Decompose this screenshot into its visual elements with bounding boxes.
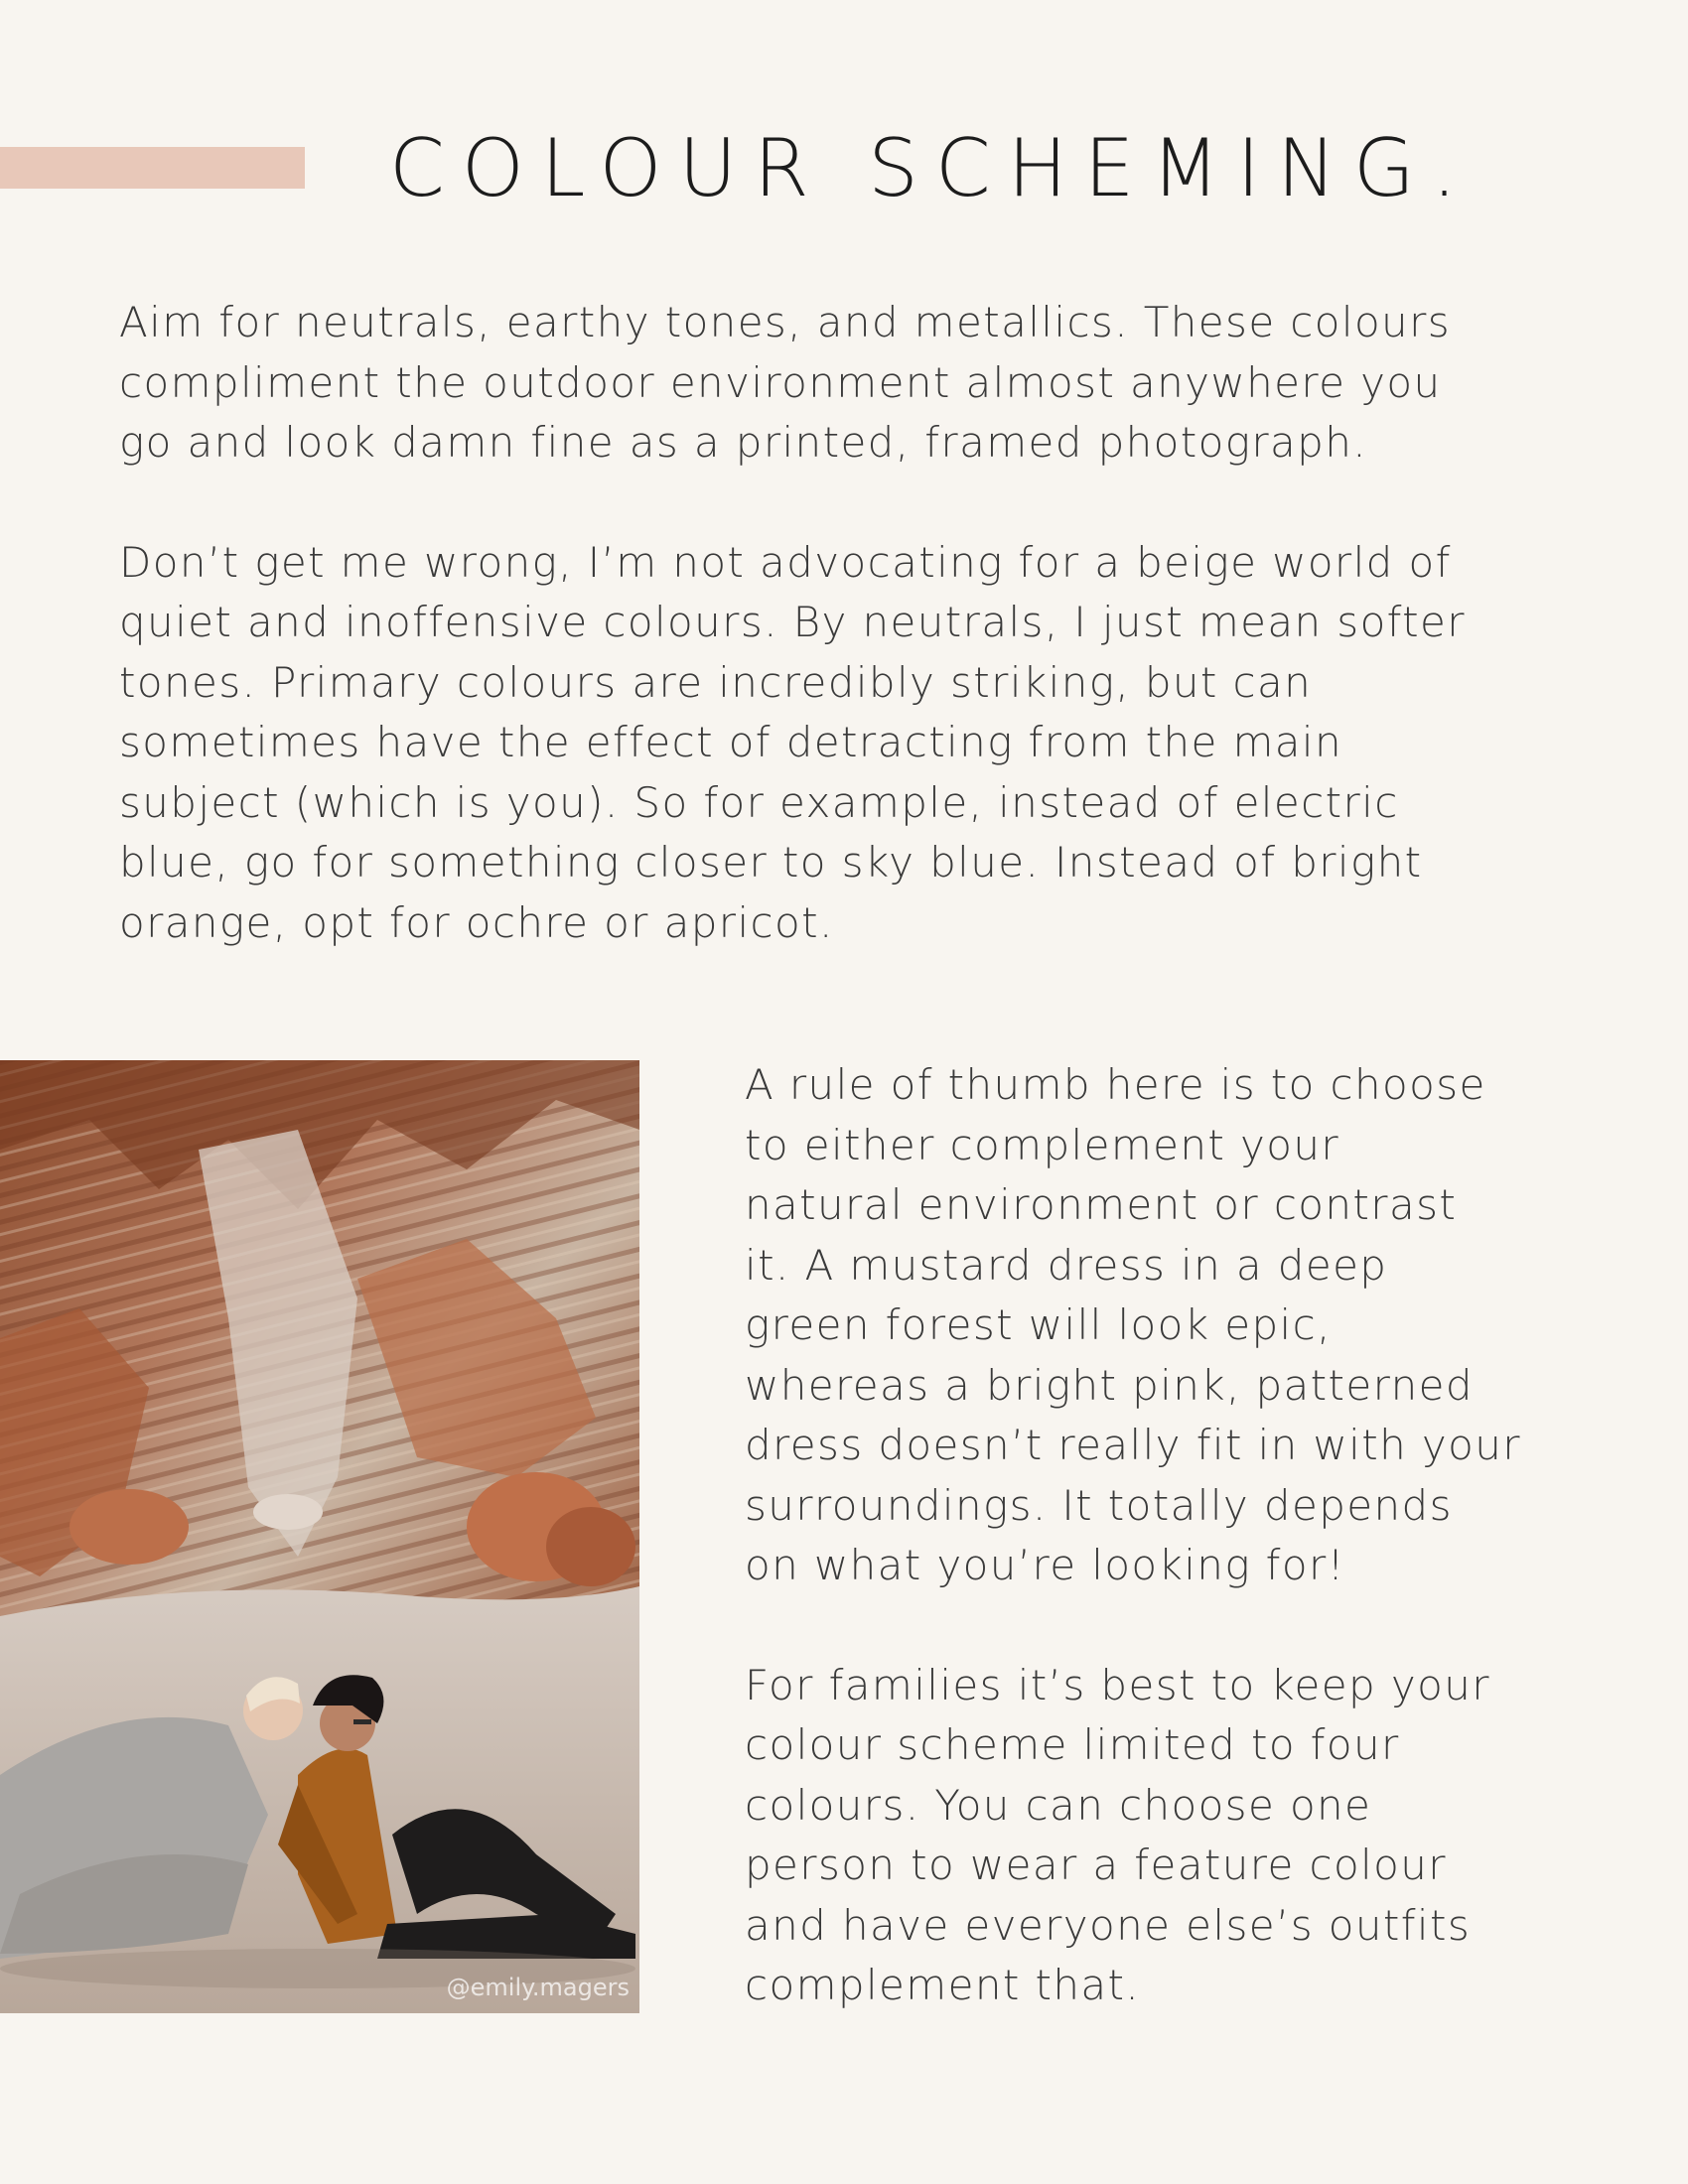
side-paragraph-2: For families it’s best to keep your colour scheme limited to four colours. You can choose one person to wear a feature colour and have everyone else’s outfits complement that.: [745, 1660, 1490, 2009]
intro-text: [119, 293, 1569, 1013]
photo-credit-watermark: @emily.magers: [446, 1974, 630, 2001]
title-accent-bar: [0, 147, 305, 189]
intro-paragraph-2: Don’t get me wrong, I’m not advocating for a beige world of quiet and inoffensive colours. By neutrals, I just mean softer tones. Primary colours are incredibly striking, but can sometimes have the effect of detracting from the main subject (which is you). So for example, instead of electric blue, go for something closer to sky blue. Instead of bright orange, opt for ochre or apricot.: [119, 537, 1466, 947]
side-paragraph-1: A rule of thumb here is to choose to either complement your natural environment or contrast it. A mustard dress in a deep green forest will look epic, whereas a bright pink, patterned dress doesn’t really fit in with your surroundings. It totally depends on what you’re looking for!: [745, 1060, 1521, 1589]
couple-desert-photo: [0, 1060, 639, 2013]
intro-paragraph-1: Aim for neutrals, earthy tones, and metallics. These colours compliment the outdoor environment almost anywhere you go and look damn fine as a printed, framed photograph.: [119, 298, 1452, 467]
page-title: COLOUR SCHEMING.: [389, 122, 1475, 214]
side-text: [745, 1055, 1618, 2076]
